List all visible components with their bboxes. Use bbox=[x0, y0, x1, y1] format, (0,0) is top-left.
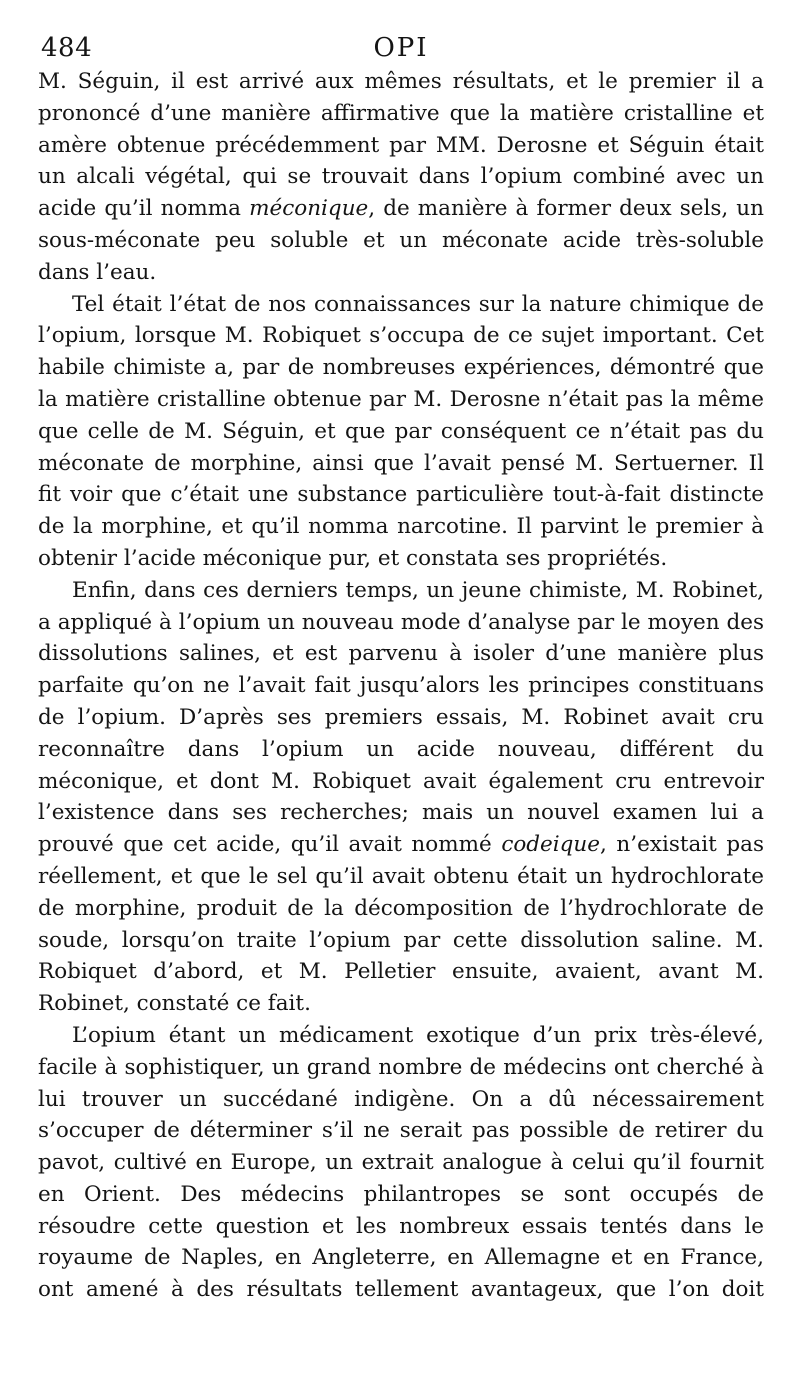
running-head bbox=[38, 30, 764, 66]
paragraph-3-text-b: , n’existait pas réellement, et que le sel qu’il avait obtenu était un hydrochlorate de morphine, produit de la décomposition de l’hydrochlorate de soude, lorsqu’on traite l’opium par cette dissolution saline. M. Robiquet d’abord, et M. Pelletier ensuite, avaient, avant M. Robinet, constaté ce fait. bbox=[38, 832, 765, 1017]
paragraph-3-italic-term: codeique bbox=[501, 832, 600, 858]
body-text bbox=[38, 66, 764, 1306]
running-title: OPI bbox=[373, 33, 429, 63]
paragraph-2: Tel était l’état de nos connaissances sur la nature chimique de l’opium, lorsque M. Robiquet s’occupa de ce sujet important. Cet habile chimiste a, par de nombreuses expériences, démontré que la matière cristalline obtenue par M. Derosne n’était pas la même que celle de M. Séguin, et que par conséquent ce n’était pas du méconate de morphine, ainsi que l’avait pensé M. Sertuerner. Il fit voir que c’était une substance particulière tout-à-fait distincte de la morphine, et qu’il nomma narcotine. Il parvint le premier à obtenir l’acide méconique pur, et constata ses propriétés. bbox=[38, 291, 764, 571]
paragraph-1 bbox=[38, 66, 764, 289]
paragraph-1-italic-term: méconique bbox=[249, 196, 369, 222]
page-number: 484 bbox=[41, 33, 93, 63]
document-page bbox=[38, 30, 764, 1306]
paragraph-3-text-a: Enfin, dans ces derniers temps, un jeune chimiste, M. Robinet, a appliqué à l’opium un nouveau mode d’analyse par le moyen des dissolutions salines, et est parvenu à isoler d’une manière plus parfaite qu’on ne l’avait fait jusqu’alors les principes constituans de l’opium. D’après ses premiers essais, M. Robinet avait cru reconnaître dans l’opium un acide nouveau, différent du méconique, et dont M. Robiquet avait également cru entrevoir l’existence dans ses recherches; mais un nouvel examen lui a prouvé que cet acide, qu’il avait nommé bbox=[38, 577, 764, 858]
paragraph-1-text-b: , de manière à former deux sels, un sous-méconate peu soluble et un méconate acide très-soluble dans l’eau. bbox=[38, 196, 764, 285]
paragraph-4: L’opium étant un médicament exotique d’un prix très-élevé, facile à sophistiquer, un grand nombre de médecins ont cherché à lui trouver un succédané indigène. On a dû nécessairement s’occuper de déterminer s’il ne serait pas possible de retirer du pavot, cultivé en Europe, un extrait analogue à celui qu’il fournit en Orient. Des médecins philantropes se sont occupés de résoudre cette question et les nombreux essais tentés dans le royaume de Naples, en Angleterre, en Allemagne et en France, ont amené à des résultats tellement avantageux, que l’on doit bbox=[38, 1022, 764, 1303]
paragraph-3 bbox=[38, 575, 764, 1020]
paragraph-1-text-a: M. Séguin, il est arrivé aux mêmes résultats, et le premier il a prononcé d’une manière affirmative que la matière cristalline et amère obtenue précédemment par MM. Derosne et Séguin était un alcali végétal, qui se trouvait dans l’opium combiné avec un acide qu’il nomma bbox=[38, 69, 764, 222]
